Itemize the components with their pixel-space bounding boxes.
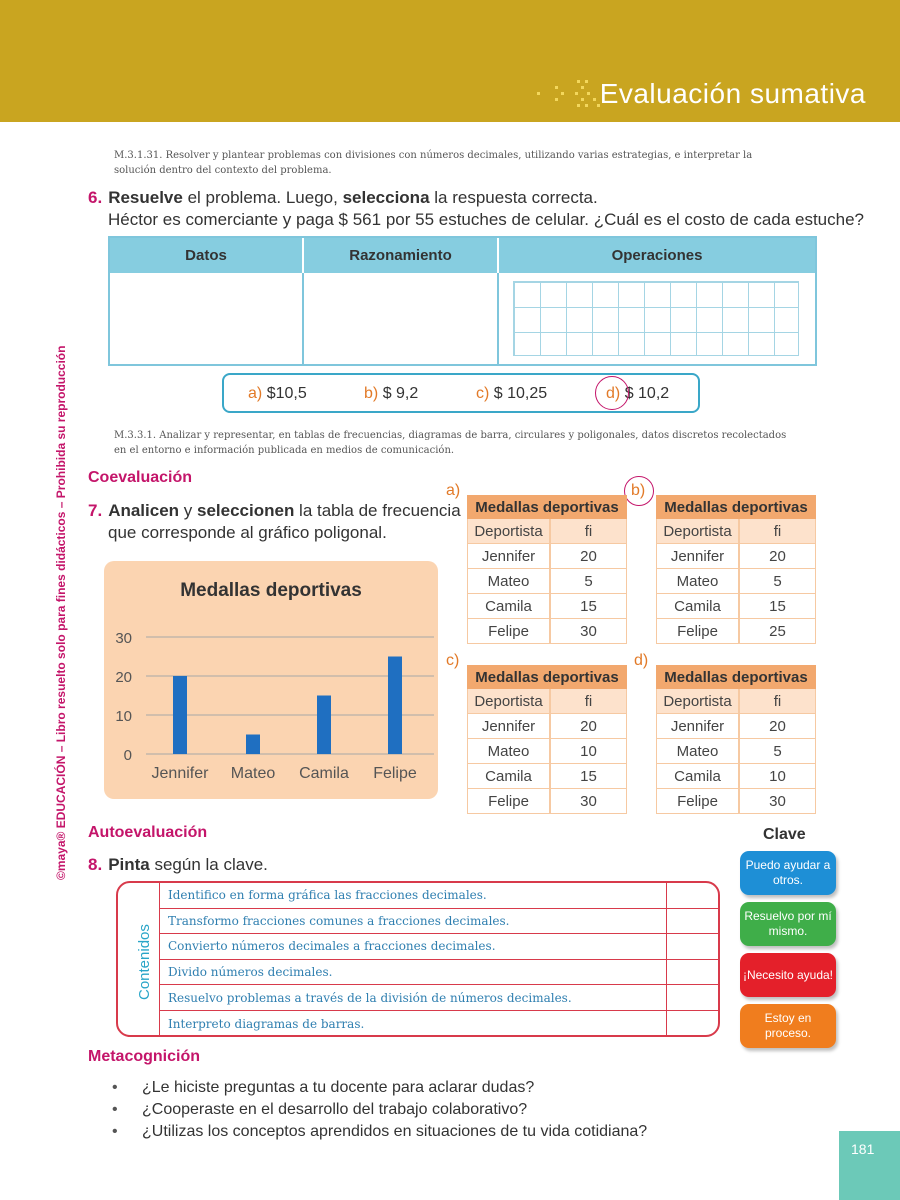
header-deportista: Deportista [467,689,551,713]
cell-value: 10 [551,739,627,763]
header-fi: fi [551,519,627,543]
autoevaluacion-heading: Autoevaluación [88,824,208,841]
header-deportista: Deportista [656,519,740,543]
cell-value: 5 [551,569,627,593]
list-item: • ¿Le hiciste preguntas a tu docente para aclarar dudas? [112,1077,647,1099]
cell-name: Camila [467,764,551,788]
metacognicion-heading: Metacognición [88,1048,201,1065]
table-row [467,714,627,739]
standard-text-2: M.3.3.1. Analizar y representar, en tablas de frecuencias, diagramas de barra, circulares y poligonales, datos discretos recolectados en el entorno e información publicada en medios de comunicación. [114,430,787,456]
column-header-operaciones: Operaciones [611,247,703,264]
key-en-proceso[interactable]: Estoy en proceso. [740,1004,836,1048]
table-row [467,594,627,619]
color-cell[interactable] [667,960,718,985]
table-row [467,739,627,764]
table-row [467,569,627,594]
header-fi: fi [551,689,627,713]
color-cell[interactable] [667,934,718,959]
x-tick-label: Felipe [373,765,417,782]
key-puedo-ayudar[interactable]: Puedo ayudar a otros. [740,851,836,895]
table-title: Medallas deportivas [656,495,816,519]
option-value: $ 10,25 [493,385,548,402]
instruction-verb: Pinta [108,855,150,874]
bar-mateo [246,735,260,755]
cell-name: Mateo [467,739,551,763]
table-row [656,764,816,789]
skill-text: Convierto números decimales a fracciones decimales. [159,934,667,959]
contenidos-label: Contenidos [136,924,153,1000]
question-number: 7. [88,501,103,520]
cell-name: Felipe [656,619,740,643]
table-option-letter-d[interactable]: d) [634,652,649,669]
skill-text: Identifico en forma gráfica las fracciones decimales. [159,883,667,908]
x-tick-label: Camila [299,765,349,782]
table-row [159,985,718,1011]
frequency-table-c[interactable] [467,665,627,814]
operations-grid[interactable] [513,281,799,356]
option-letter: c) [476,385,490,402]
cell-name: Camila [467,594,551,618]
list-item: • ¿Utilizas los conceptos aprendidos en situaciones de tu vida cotidiana? [112,1121,647,1143]
cell-name: Felipe [467,789,551,813]
skill-text: Resuelvo problemas a través de la división de números decimales. [159,985,667,1010]
cell-name: Camila [656,594,740,618]
bar-jennifer [173,676,187,754]
table-row [159,909,718,935]
cell-value: 15 [740,594,816,618]
table-row [467,789,627,814]
option-letter: b) [364,385,379,402]
cell-value: 5 [740,739,816,763]
table-row [159,1011,718,1037]
table-header-row [467,689,627,714]
cell-name: Jennifer [467,544,551,568]
work-table-header [110,238,815,273]
instruction-text: la tabla de frecuencia [294,501,461,520]
table-title: Medallas deportivas [467,665,627,689]
cell-name: Camila [656,764,740,788]
table-row [656,619,816,644]
x-tick-label: Mateo [230,765,276,782]
frequency-table-b[interactable] [656,495,816,644]
color-cell[interactable] [667,909,718,934]
page-number: 181 [839,1131,900,1200]
datos-cell[interactable] [110,273,304,364]
razonamiento-cell[interactable] [304,273,499,364]
y-tick-label: 20 [115,669,132,686]
instruction-text: según la clave. [149,855,268,874]
header-fi: fi [740,689,816,713]
option-letter: d) [606,385,621,402]
cell-name: Jennifer [656,714,740,738]
key-necesito-ayuda[interactable]: ¡Necesito ayuda! [740,953,836,997]
column-header-razonamiento: Razonamiento [304,238,499,273]
column-header-datos: Datos [110,238,304,273]
question-6-line1 [88,188,598,208]
cell-name: Felipe [656,789,740,813]
skill-text: Interpreto diagramas de barras. [159,1011,667,1037]
cell-value: 30 [740,789,816,813]
cell-name: Mateo [467,569,551,593]
cell-name: Jennifer [656,544,740,568]
coevaluacion-heading: Coevaluación [88,469,193,486]
question-7-line1 [88,501,461,521]
selected-answer-circle [595,376,629,410]
instruction-verb: Analicen [108,501,180,520]
question-6-problem: Héctor es comerciante y paga $ 561 por 55 estuches de celular. ¿Cuál es el costo de cada estuche? [108,210,865,229]
cell-value: 20 [740,714,816,738]
cell-name: Jennifer [467,714,551,738]
table-header-row [467,519,627,544]
cell-value: 5 [740,569,816,593]
table-row [656,569,816,594]
y-tick-label: 30 [115,630,132,647]
option-value: $ 9,2 [382,385,419,402]
chart-title: Medallas deportivas [180,580,362,601]
table-row [467,544,627,569]
key-resuelvo-solo[interactable]: Resuelvo por mí mismo. [740,902,836,946]
list-item: • ¿Cooperaste en el desarrollo del trabajo colaborativo? [112,1099,647,1121]
metacognition-list [112,1077,647,1143]
instruction-text: y [179,501,197,520]
y-tick-label: 0 [123,747,132,764]
cell-name: Mateo [656,569,740,593]
header-banner [0,0,900,122]
table-row [656,789,816,814]
cell-name: Felipe [467,619,551,643]
decorative-pattern-icon [535,80,605,108]
copyright-side-text: ©maya® EDUCACIÓN – Libro resuelto solo para fines didácticos – Prohibida su reproducción [54,345,68,880]
table-row [159,960,718,986]
bar-camila [317,696,331,755]
answer-option-a[interactable] [248,385,307,403]
frequency-table-a[interactable] [467,495,627,644]
option-value: $ 10,2 [624,385,670,402]
question-8 [88,855,268,875]
bar-chart [104,561,438,799]
table-option-letter-a[interactable]: a) [446,482,461,499]
skill-text: Transformo fracciones comunes a fracciones decimales. [159,909,667,934]
instruction-verb: Resuelve [108,188,183,207]
table-row [656,594,816,619]
x-tick-label: Jennifer [151,765,209,782]
selected-table-circle [624,476,654,506]
instruction-verb: seleccionen [197,501,295,520]
bar-felipe [388,657,402,755]
cell-value: 15 [551,594,627,618]
color-cell[interactable] [667,985,718,1010]
cell-value: 30 [551,789,627,813]
color-cell[interactable] [667,883,718,908]
header-deportista: Deportista [656,689,740,713]
table-row [159,934,718,960]
table-row [656,714,816,739]
frequency-table-d[interactable] [656,665,816,814]
cell-name: Mateo [656,739,740,763]
instruction-text: el problema. Luego, [182,188,343,207]
instruction-text: la respuesta correcta. [429,188,598,207]
cell-value: 10 [740,764,816,788]
table-option-letter-c[interactable]: c) [446,652,460,669]
question-number: 8. [88,855,103,874]
cell-value: 20 [551,544,627,568]
table-header-row [656,689,816,714]
cell-value: 20 [740,544,816,568]
clave-title: Clave [763,826,806,843]
cell-value: 30 [551,619,627,643]
y-tick-label: 10 [115,708,132,725]
table-row [159,883,718,909]
option-value: $10,5 [266,385,307,402]
header-fi: fi [740,519,816,543]
table-title: Medallas deportivas [656,665,816,689]
self-evaluation-table [159,883,718,1037]
table-header-row [656,519,816,544]
question-7-line2: que corresponde al gráfico poligonal. [108,523,387,542]
cell-value: 20 [551,714,627,738]
color-cell[interactable] [667,1011,718,1037]
page-title: Evaluación sumativa [599,78,866,109]
cell-value: 15 [551,764,627,788]
standard-text-1: M.3.1.31. Resolver y plantear problemas con divisiones con números decimales, utilizando varias estrategias, e interpretar la solución dentro del contexto del problema. [114,150,753,176]
table-title: Medallas deportivas [467,495,627,519]
table-row [467,764,627,789]
cell-value: 25 [740,619,816,643]
instruction-verb: selecciona [342,188,430,207]
table-row [656,544,816,569]
option-letter: a) [248,385,263,402]
skill-text: Divido números decimales. [159,960,667,985]
table-option-letter-b[interactable]: b) [631,482,646,499]
header-deportista: Deportista [467,519,551,543]
answer-option-c[interactable] [476,385,547,403]
question-number: 6. [88,188,103,207]
table-row [467,619,627,644]
answer-option-b[interactable] [364,385,418,403]
table-row [656,739,816,764]
